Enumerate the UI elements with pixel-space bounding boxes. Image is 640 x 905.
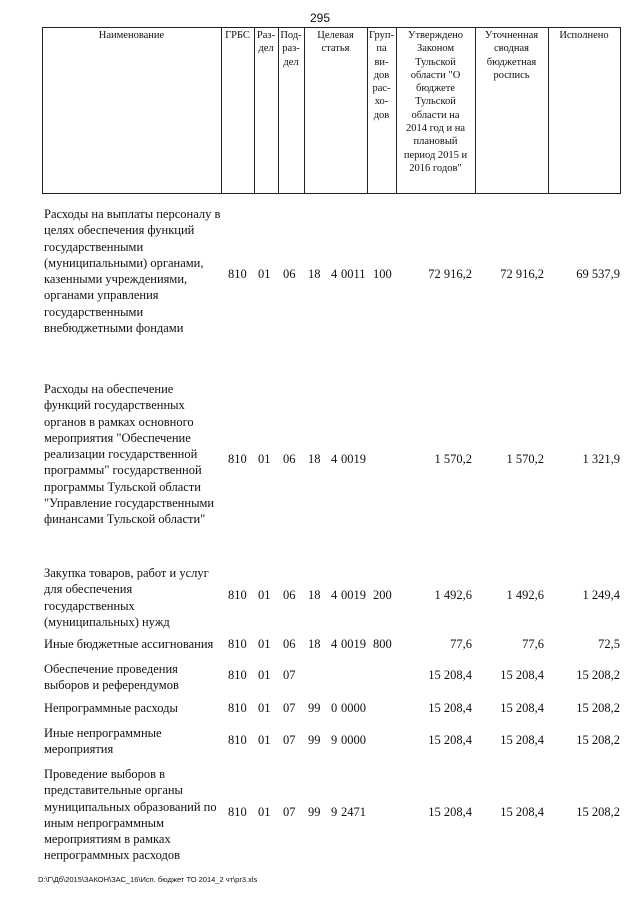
cell-approved: 1 570,2 — [434, 452, 472, 466]
header-razdel: Раз- дел — [256, 30, 276, 55]
cell-approved: 77,6 — [450, 637, 472, 651]
row-name: Иные непрограммные мероприятия — [44, 726, 162, 757]
header-grbs: ГРБС — [225, 30, 250, 41]
table-row — [42, 565, 632, 631]
cell-ts1: 99 — [308, 805, 321, 819]
cell-grbs: 810 — [228, 668, 247, 682]
cell-executed: 1 249,4 — [582, 588, 620, 602]
cell-refined: 15 208,4 — [500, 733, 544, 747]
table-row — [42, 766, 632, 866]
table-row — [42, 206, 632, 346]
cell-executed: 69 537,9 — [576, 267, 620, 281]
row-name: Расходы на выплаты персоналу в целях обеспечения функций государственными (муниципальными) органами, казенными учреждениями, органами управления государственными внебюджетными фондами — [44, 207, 221, 336]
cell-ts1: 99 — [308, 701, 321, 715]
cell-grbs: 810 — [228, 452, 247, 466]
row-name: Проведение выборов в представительные органы муниципальных образований по иным непрограммным мероприятиям в рамках непрограммных расходов — [44, 767, 217, 863]
cell-refined: 72 916,2 — [500, 267, 544, 281]
cell-refined: 1 492,6 — [506, 588, 544, 602]
cell-refined: 77,6 — [522, 637, 544, 651]
cell-grbs: 810 — [228, 267, 247, 281]
table-row — [42, 700, 632, 718]
cell-approved: 15 208,4 — [428, 733, 472, 747]
cell-executed: 1 321,9 — [582, 452, 620, 466]
cell-ts1: 18 — [308, 452, 321, 466]
cell-refined: 1 570,2 — [506, 452, 544, 466]
table-row — [42, 725, 632, 759]
table-header — [42, 27, 621, 194]
cell-grbs: 810 — [228, 805, 247, 819]
table-row — [42, 661, 632, 695]
cell-ts1: 18 — [308, 637, 321, 651]
cell-approved: 72 916,2 — [428, 267, 472, 281]
row-name: Расходы на обеспечение функций государственных органов в рамках основного мероприятия "Обеспечение реализации государственной программы" государственной программы Тульской области "Управление государственными финансами Тульской области" — [44, 382, 215, 527]
table-row — [42, 381, 632, 541]
cell-razdel: 01 — [258, 805, 271, 819]
cell-approved: 15 208,4 — [428, 805, 472, 819]
cell-ts2: 4 — [331, 588, 338, 602]
cell-ts3: 0019 — [341, 452, 366, 466]
header-podrazdel: Под- раз- дел — [280, 30, 302, 68]
page-number: 295 — [309, 11, 331, 25]
cell-ts1: 18 — [308, 588, 321, 602]
cell-razdel: 01 — [258, 637, 271, 651]
cell-approved: 15 208,4 — [428, 668, 472, 682]
cell-ts1: 18 — [308, 267, 321, 281]
cell-approved: 15 208,4 — [428, 701, 472, 715]
row-name: Закупка товаров, работ и услуг для обеспечения государственных (муниципальных) нужд — [44, 566, 209, 629]
row-name: Непрограммные расходы — [44, 701, 178, 715]
cell-ts2: 4 — [331, 267, 338, 281]
cell-podrazdel: 06 — [283, 452, 296, 466]
cell-razdel: 01 — [258, 733, 271, 747]
cell-ts2: 9 — [331, 805, 338, 819]
header-refined: Уточненная сводная бюджетная роспись — [484, 30, 539, 81]
cell-razdel: 01 — [258, 668, 271, 682]
row-name: Иные бюджетные ассигнования — [44, 637, 214, 651]
cell-executed: 72,5 — [598, 637, 620, 651]
cell-razdel: 01 — [258, 588, 271, 602]
cell-group: 800 — [373, 637, 392, 651]
cell-podrazdel: 06 — [283, 588, 296, 602]
cell-ts3: 0011 — [341, 267, 366, 281]
cell-refined: 15 208,4 — [500, 701, 544, 715]
header-executed: Исполнено — [559, 30, 609, 41]
header-name: Наименование — [98, 30, 165, 41]
cell-ts3: 2471 — [341, 805, 366, 819]
cell-approved: 1 492,6 — [434, 588, 472, 602]
cell-ts1: 99 — [308, 733, 321, 747]
cell-grbs: 810 — [228, 701, 247, 715]
cell-grbs: 810 — [228, 733, 247, 747]
table-row — [42, 636, 632, 654]
header-expense-group: Груп- па ви- дов рас- хо- дов — [369, 30, 394, 121]
cell-ts3: 0019 — [341, 588, 366, 602]
cell-podrazdel: 07 — [283, 668, 296, 682]
cell-razdel: 01 — [258, 701, 271, 715]
cell-ts3: 0000 — [341, 701, 366, 715]
cell-podrazdel: 06 — [283, 637, 296, 651]
cell-ts3: 0019 — [341, 637, 366, 651]
cell-podrazdel: 07 — [283, 701, 296, 715]
file-path-footer: D:\Г\Дб\2015\ЗАКОН\ЗАС_16\Исп. бюджет ТО 2014_2 чт\pr3.xls — [38, 875, 258, 884]
cell-executed: 15 208,2 — [576, 733, 620, 747]
cell-executed: 15 208,2 — [576, 805, 620, 819]
cell-executed: 15 208,2 — [576, 701, 620, 715]
cell-executed: 15 208,2 — [576, 668, 620, 682]
cell-podrazdel: 07 — [283, 733, 296, 747]
cell-group: 200 — [373, 588, 392, 602]
cell-refined: 15 208,4 — [500, 668, 544, 682]
row-name: Обеспечение проведения выборов и референдумов — [44, 662, 179, 693]
cell-ts2: 9 — [331, 733, 338, 747]
cell-grbs: 810 — [228, 588, 247, 602]
cell-podrazdel: 06 — [283, 267, 296, 281]
header-approved: Утверждено Законом Тульской области "О бюджете Тульской области на 2014 год и на плановый период 2015 и 2016 годов" — [403, 30, 468, 174]
cell-refined: 15 208,4 — [500, 805, 544, 819]
cell-ts3: 0000 — [341, 733, 366, 747]
cell-ts2: 4 — [331, 637, 338, 651]
cell-razdel: 01 — [258, 267, 271, 281]
cell-ts2: 0 — [331, 701, 338, 715]
cell-grbs: 810 — [228, 637, 247, 651]
cell-podrazdel: 07 — [283, 805, 296, 819]
cell-group: 100 — [373, 267, 392, 281]
cell-razdel: 01 — [258, 452, 271, 466]
cell-ts2: 4 — [331, 452, 338, 466]
header-target-article: Целевая статья — [317, 30, 354, 55]
